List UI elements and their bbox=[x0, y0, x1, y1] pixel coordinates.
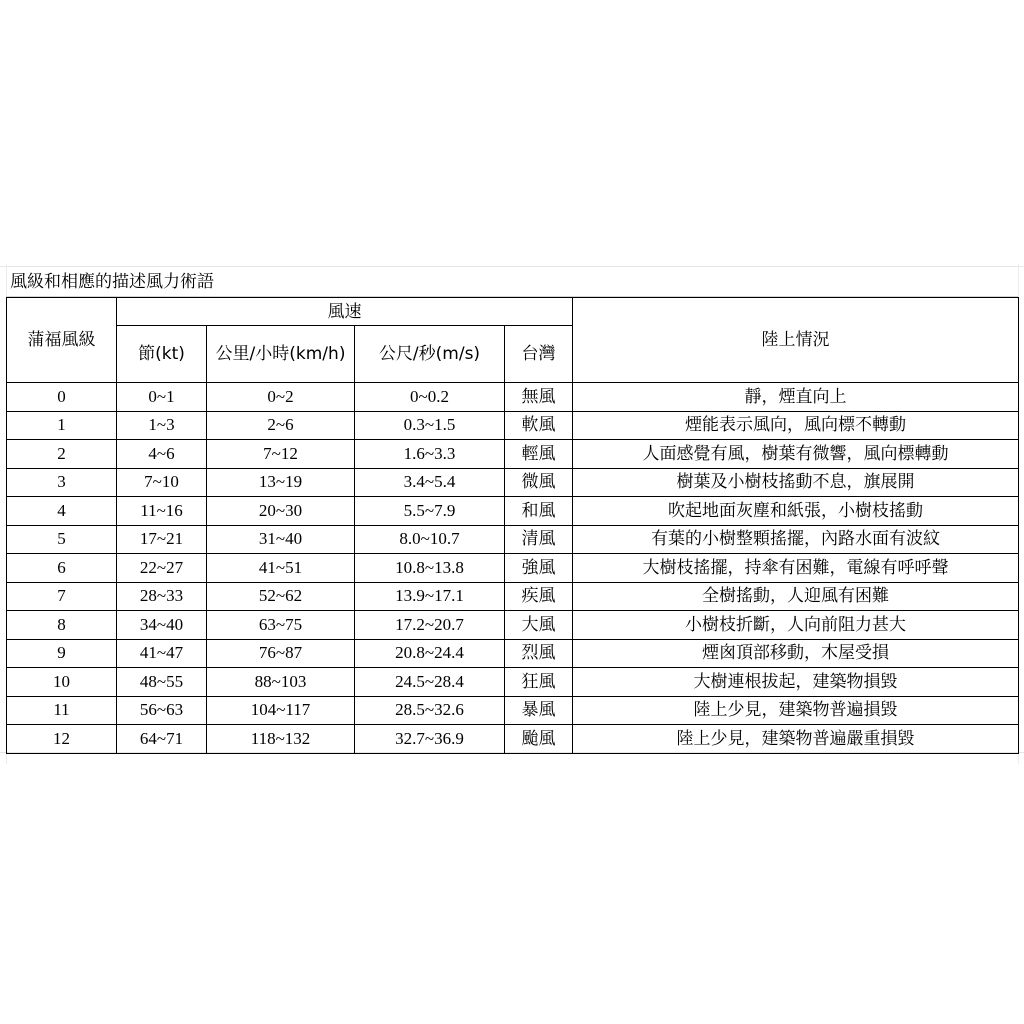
cell-ms: 13.9~17.1 bbox=[355, 582, 505, 611]
cell-taiwan: 暴風 bbox=[505, 696, 573, 725]
cell-taiwan: 和風 bbox=[505, 497, 573, 526]
cell-kmh: 7~12 bbox=[207, 440, 355, 469]
spreadsheet-sheet bbox=[6, 268, 1018, 754]
header-beaufort: 蒲福風級 bbox=[7, 298, 117, 383]
cell-knots: 41~47 bbox=[117, 639, 207, 668]
cell-kmh: 0~2 bbox=[207, 383, 355, 412]
cell-ms: 24.5~28.4 bbox=[355, 668, 505, 697]
cell-land-conditions: 吹起地面灰塵和紙張，小樹枝搖動 bbox=[573, 497, 1019, 526]
cell-taiwan: 輕風 bbox=[505, 440, 573, 469]
table-row bbox=[7, 668, 1019, 697]
cell-level: 10 bbox=[7, 668, 117, 697]
cell-level: 5 bbox=[7, 525, 117, 554]
table-row bbox=[7, 497, 1019, 526]
cell-taiwan: 微風 bbox=[505, 468, 573, 497]
header-wind-speed: 風速 bbox=[117, 298, 573, 326]
cell-kmh: 20~30 bbox=[207, 497, 355, 526]
cell-land-conditions: 煙囪頂部移動，木屋受損 bbox=[573, 639, 1019, 668]
cell-kmh: 41~51 bbox=[207, 554, 355, 583]
cell-ms: 10.8~13.8 bbox=[355, 554, 505, 583]
cell-level: 11 bbox=[7, 696, 117, 725]
cell-kmh: 13~19 bbox=[207, 468, 355, 497]
cell-level: 6 bbox=[7, 554, 117, 583]
cell-ms: 0~0.2 bbox=[355, 383, 505, 412]
cell-level: 3 bbox=[7, 468, 117, 497]
table-row bbox=[7, 554, 1019, 583]
cell-knots: 1~3 bbox=[117, 411, 207, 440]
header-kmh: 公里/小時(km/h) bbox=[207, 326, 355, 383]
cell-kmh: 104~117 bbox=[207, 696, 355, 725]
cell-kmh: 76~87 bbox=[207, 639, 355, 668]
cell-knots: 64~71 bbox=[117, 725, 207, 754]
cell-knots: 56~63 bbox=[117, 696, 207, 725]
cell-land-conditions: 煙能表示風向，風向標不轉動 bbox=[573, 411, 1019, 440]
cell-kmh: 52~62 bbox=[207, 582, 355, 611]
cell-ms: 5.5~7.9 bbox=[355, 497, 505, 526]
cell-land-conditions: 大樹枝搖擺，持傘有困難，電線有呼呼聲 bbox=[573, 554, 1019, 583]
cell-taiwan: 強風 bbox=[505, 554, 573, 583]
cell-taiwan: 無風 bbox=[505, 383, 573, 412]
cell-land-conditions: 小樹枝折斷，人向前阻力甚大 bbox=[573, 611, 1019, 640]
cell-ms: 0.3~1.5 bbox=[355, 411, 505, 440]
cell-knots: 0~1 bbox=[117, 383, 207, 412]
table-row bbox=[7, 725, 1019, 754]
cell-level: 4 bbox=[7, 497, 117, 526]
cell-kmh: 63~75 bbox=[207, 611, 355, 640]
table-row bbox=[7, 639, 1019, 668]
cell-knots: 28~33 bbox=[117, 582, 207, 611]
cell-level: 7 bbox=[7, 582, 117, 611]
header-land-conditions: 陸上情況 bbox=[573, 298, 1019, 383]
table-body bbox=[7, 383, 1019, 754]
cell-taiwan: 疾風 bbox=[505, 582, 573, 611]
cell-ms: 20.8~24.4 bbox=[355, 639, 505, 668]
cell-knots: 4~6 bbox=[117, 440, 207, 469]
cell-knots: 7~10 bbox=[117, 468, 207, 497]
cell-kmh: 88~103 bbox=[207, 668, 355, 697]
cell-level: 1 bbox=[7, 411, 117, 440]
header-taiwan: 台灣 bbox=[505, 326, 573, 383]
cell-knots: 22~27 bbox=[117, 554, 207, 583]
header-ms: 公尺/秒(m/s) bbox=[355, 326, 505, 383]
cell-ms: 8.0~10.7 bbox=[355, 525, 505, 554]
cell-ms: 1.6~3.3 bbox=[355, 440, 505, 469]
table-row bbox=[7, 582, 1019, 611]
table-row bbox=[7, 440, 1019, 469]
cell-taiwan: 颱風 bbox=[505, 725, 573, 754]
cell-land-conditions: 靜，煙直向上 bbox=[573, 383, 1019, 412]
table-row bbox=[7, 611, 1019, 640]
table-row bbox=[7, 383, 1019, 412]
cell-land-conditions: 樹葉及小樹枝搖動不息，旗展開 bbox=[573, 468, 1019, 497]
cell-ms: 28.5~32.6 bbox=[355, 696, 505, 725]
cell-kmh: 2~6 bbox=[207, 411, 355, 440]
cell-ms: 32.7~36.9 bbox=[355, 725, 505, 754]
cell-knots: 34~40 bbox=[117, 611, 207, 640]
cell-ms: 17.2~20.7 bbox=[355, 611, 505, 640]
table-row bbox=[7, 525, 1019, 554]
cell-ms: 3.4~5.4 bbox=[355, 468, 505, 497]
cell-kmh: 31~40 bbox=[207, 525, 355, 554]
cell-level: 12 bbox=[7, 725, 117, 754]
header-knots: 節(kt) bbox=[117, 326, 207, 383]
cell-taiwan: 清風 bbox=[505, 525, 573, 554]
cell-level: 2 bbox=[7, 440, 117, 469]
cell-level: 8 bbox=[7, 611, 117, 640]
cell-land-conditions: 有葉的小樹整顆搖擺，內路水面有波紋 bbox=[573, 525, 1019, 554]
table-row bbox=[7, 468, 1019, 497]
cell-level: 0 bbox=[7, 383, 117, 412]
cell-level: 9 bbox=[7, 639, 117, 668]
cell-knots: 11~16 bbox=[117, 497, 207, 526]
cell-taiwan: 大風 bbox=[505, 611, 573, 640]
cell-taiwan: 狂風 bbox=[505, 668, 573, 697]
cell-land-conditions: 陸上少見，建築物普遍損毀 bbox=[573, 696, 1019, 725]
beaufort-wind-table bbox=[6, 297, 1019, 754]
cell-taiwan: 軟風 bbox=[505, 411, 573, 440]
table-row bbox=[7, 696, 1019, 725]
cell-land-conditions: 全樹搖動，人迎風有困難 bbox=[573, 582, 1019, 611]
cell-taiwan: 烈風 bbox=[505, 639, 573, 668]
cell-land-conditions: 人面感覺有風，樹葉有微響，風向標轉動 bbox=[573, 440, 1019, 469]
cell-land-conditions: 陸上少見，建築物普遍嚴重損毀 bbox=[573, 725, 1019, 754]
cell-land-conditions: 大樹連根拔起，建築物損毀 bbox=[573, 668, 1019, 697]
cell-kmh: 118~132 bbox=[207, 725, 355, 754]
cell-knots: 48~55 bbox=[117, 668, 207, 697]
table-row bbox=[7, 411, 1019, 440]
cell-knots: 17~21 bbox=[117, 525, 207, 554]
table-title: 風級和相應的描述風力術語 bbox=[6, 268, 1018, 297]
